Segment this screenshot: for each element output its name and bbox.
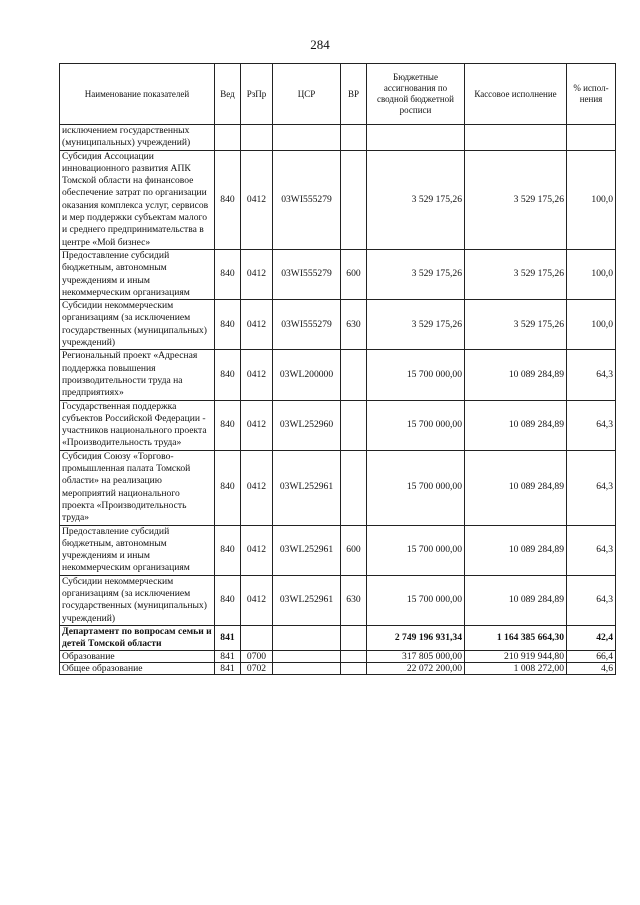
cell-name: Образование [60, 651, 215, 663]
cell-cash: 3 529 175,26 [465, 249, 567, 299]
cell-vr [341, 400, 367, 450]
cell-cash: 10 089 284,89 [465, 450, 567, 525]
cell-percent: 4,6 [567, 663, 616, 675]
cell-percent: 64,3 [567, 350, 616, 400]
cell-assigned: 3 529 175,26 [367, 150, 465, 249]
table-row [60, 150, 616, 249]
header-assigned: Бюджетные ассигнования по сводной бюджетной росписи [367, 64, 465, 125]
budget-execution-table [59, 63, 616, 675]
cell-csr [273, 651, 341, 663]
cell-percent: 64,3 [567, 525, 616, 575]
table-body [60, 125, 616, 675]
table-row [60, 450, 616, 525]
cell-rzpr: 0702 [241, 663, 273, 675]
table-row [60, 625, 616, 651]
cell-ved: 840 [215, 450, 241, 525]
table-row [60, 400, 616, 450]
cell-name: исключением государственных (муниципальных) учреждений) [60, 125, 215, 151]
cell-rzpr: 0412 [241, 450, 273, 525]
cell-csr: 03WL252961 [273, 575, 341, 625]
header-csr: ЦСР [273, 64, 341, 125]
cell-csr: 03WI555279 [273, 300, 341, 350]
cell-vr [341, 350, 367, 400]
cell-name: Субсидия Ассоциации инновационного развития АПК Томской области на финансовое обеспечение затрат по организации оказания комплекса услуг, сервисов и мер поддержки субъектам малого и среднего предпринимательства в центре «Мой бизнес» [60, 150, 215, 249]
cell-ved: 840 [215, 400, 241, 450]
cell-ved: 840 [215, 249, 241, 299]
cell-csr: 03WL252960 [273, 400, 341, 450]
cell-assigned: 3 529 175,26 [367, 300, 465, 350]
cell-vr: 600 [341, 249, 367, 299]
cell-csr [273, 125, 341, 151]
cell-name: Предоставление субсидий бюджетным, автономным учреждениям и иным некоммерческим организациям [60, 525, 215, 575]
cell-ved: 840 [215, 350, 241, 400]
cell-name: Субсидия Союзу «Торгово-промышленная палата Томской области» на реализацию мероприятий национального проекта «Производительность труда» [60, 450, 215, 525]
header-rzpr: РзПр [241, 64, 273, 125]
cell-rzpr: 0412 [241, 525, 273, 575]
cell-vr [341, 125, 367, 151]
cell-cash: 10 089 284,89 [465, 350, 567, 400]
table-row [60, 575, 616, 625]
cell-name: Региональный проект «Адресная поддержка повышения производительности труда на предприятиях» [60, 350, 215, 400]
table-row [60, 663, 616, 675]
header-vr: ВР [341, 64, 367, 125]
cell-rzpr: 0412 [241, 150, 273, 249]
cell-vr [341, 450, 367, 525]
cell-csr: 03WL200000 [273, 350, 341, 400]
cell-name: Субсидии некоммерческим организациям (за исключением государственных (муниципальных) учреждений) [60, 575, 215, 625]
cell-percent: 100,0 [567, 249, 616, 299]
cell-rzpr [241, 125, 273, 151]
header-name: Наименование показателей [60, 64, 215, 125]
table-row [60, 300, 616, 350]
cell-vr [341, 150, 367, 249]
cell-vr: 630 [341, 300, 367, 350]
cell-ved: 840 [215, 150, 241, 249]
table-row [60, 350, 616, 400]
cell-ved: 840 [215, 575, 241, 625]
cell-ved: 841 [215, 663, 241, 675]
cell-cash: 10 089 284,89 [465, 575, 567, 625]
header-percent: % испол-нения [567, 64, 616, 125]
cell-cash: 1 008 272,00 [465, 663, 567, 675]
cell-name: Предоставление субсидий бюджетным, автономным учреждениям и иным некоммерческим организациям [60, 249, 215, 299]
cell-assigned: 15 700 000,00 [367, 450, 465, 525]
cell-ved: 841 [215, 625, 241, 651]
cell-percent [567, 125, 616, 151]
cell-rzpr: 0412 [241, 300, 273, 350]
cell-cash: 10 089 284,89 [465, 400, 567, 450]
cell-percent: 64,3 [567, 575, 616, 625]
table-header-row [60, 64, 616, 125]
cell-percent: 100,0 [567, 150, 616, 249]
header-ved: Вед [215, 64, 241, 125]
cell-cash: 1 164 385 664,30 [465, 625, 567, 651]
cell-percent: 100,0 [567, 300, 616, 350]
header-cash: Кассовое исполнение [465, 64, 567, 125]
cell-name: Общее образование [60, 663, 215, 675]
cell-name: Государственная поддержка субъектов Российской Федерации - участников национального проекта «Производительность труда» [60, 400, 215, 450]
cell-percent: 42,4 [567, 625, 616, 651]
cell-assigned: 15 700 000,00 [367, 400, 465, 450]
cell-csr: 03WL252961 [273, 450, 341, 525]
cell-rzpr: 0412 [241, 400, 273, 450]
cell-csr: 03WI555279 [273, 150, 341, 249]
cell-percent: 64,3 [567, 450, 616, 525]
cell-ved: 841 [215, 651, 241, 663]
cell-percent: 66,4 [567, 651, 616, 663]
cell-vr: 630 [341, 575, 367, 625]
cell-name: Департамент по вопросам семьи и детей Томской области [60, 625, 215, 651]
cell-vr [341, 625, 367, 651]
cell-rzpr: 0412 [241, 575, 273, 625]
cell-cash: 3 529 175,26 [465, 150, 567, 249]
cell-csr [273, 663, 341, 675]
cell-rzpr: 0700 [241, 651, 273, 663]
cell-assigned: 317 805 000,00 [367, 651, 465, 663]
cell-rzpr [241, 625, 273, 651]
cell-assigned [367, 125, 465, 151]
cell-vr [341, 663, 367, 675]
cell-name: Субсидии некоммерческим организациям (за исключением государственных (муниципальных) учреждений) [60, 300, 215, 350]
cell-csr: 03WL252961 [273, 525, 341, 575]
table-row [60, 125, 616, 151]
cell-cash: 10 089 284,89 [465, 525, 567, 575]
cell-assigned: 15 700 000,00 [367, 575, 465, 625]
cell-assigned: 15 700 000,00 [367, 350, 465, 400]
cell-cash: 3 529 175,26 [465, 300, 567, 350]
cell-cash: 210 919 944,80 [465, 651, 567, 663]
cell-percent: 64,3 [567, 400, 616, 450]
cell-ved: 840 [215, 525, 241, 575]
cell-assigned: 3 529 175,26 [367, 249, 465, 299]
table-row [60, 525, 616, 575]
cell-assigned: 2 749 196 931,34 [367, 625, 465, 651]
cell-ved: 840 [215, 300, 241, 350]
cell-ved [215, 125, 241, 151]
cell-csr [273, 625, 341, 651]
cell-rzpr: 0412 [241, 350, 273, 400]
cell-cash [465, 125, 567, 151]
cell-csr: 03WI555279 [273, 249, 341, 299]
cell-assigned: 22 072 200,00 [367, 663, 465, 675]
table-row [60, 249, 616, 299]
cell-vr: 600 [341, 525, 367, 575]
cell-assigned: 15 700 000,00 [367, 525, 465, 575]
cell-rzpr: 0412 [241, 249, 273, 299]
table-row [60, 651, 616, 663]
page-number: 284 [310, 37, 330, 52]
cell-vr [341, 651, 367, 663]
